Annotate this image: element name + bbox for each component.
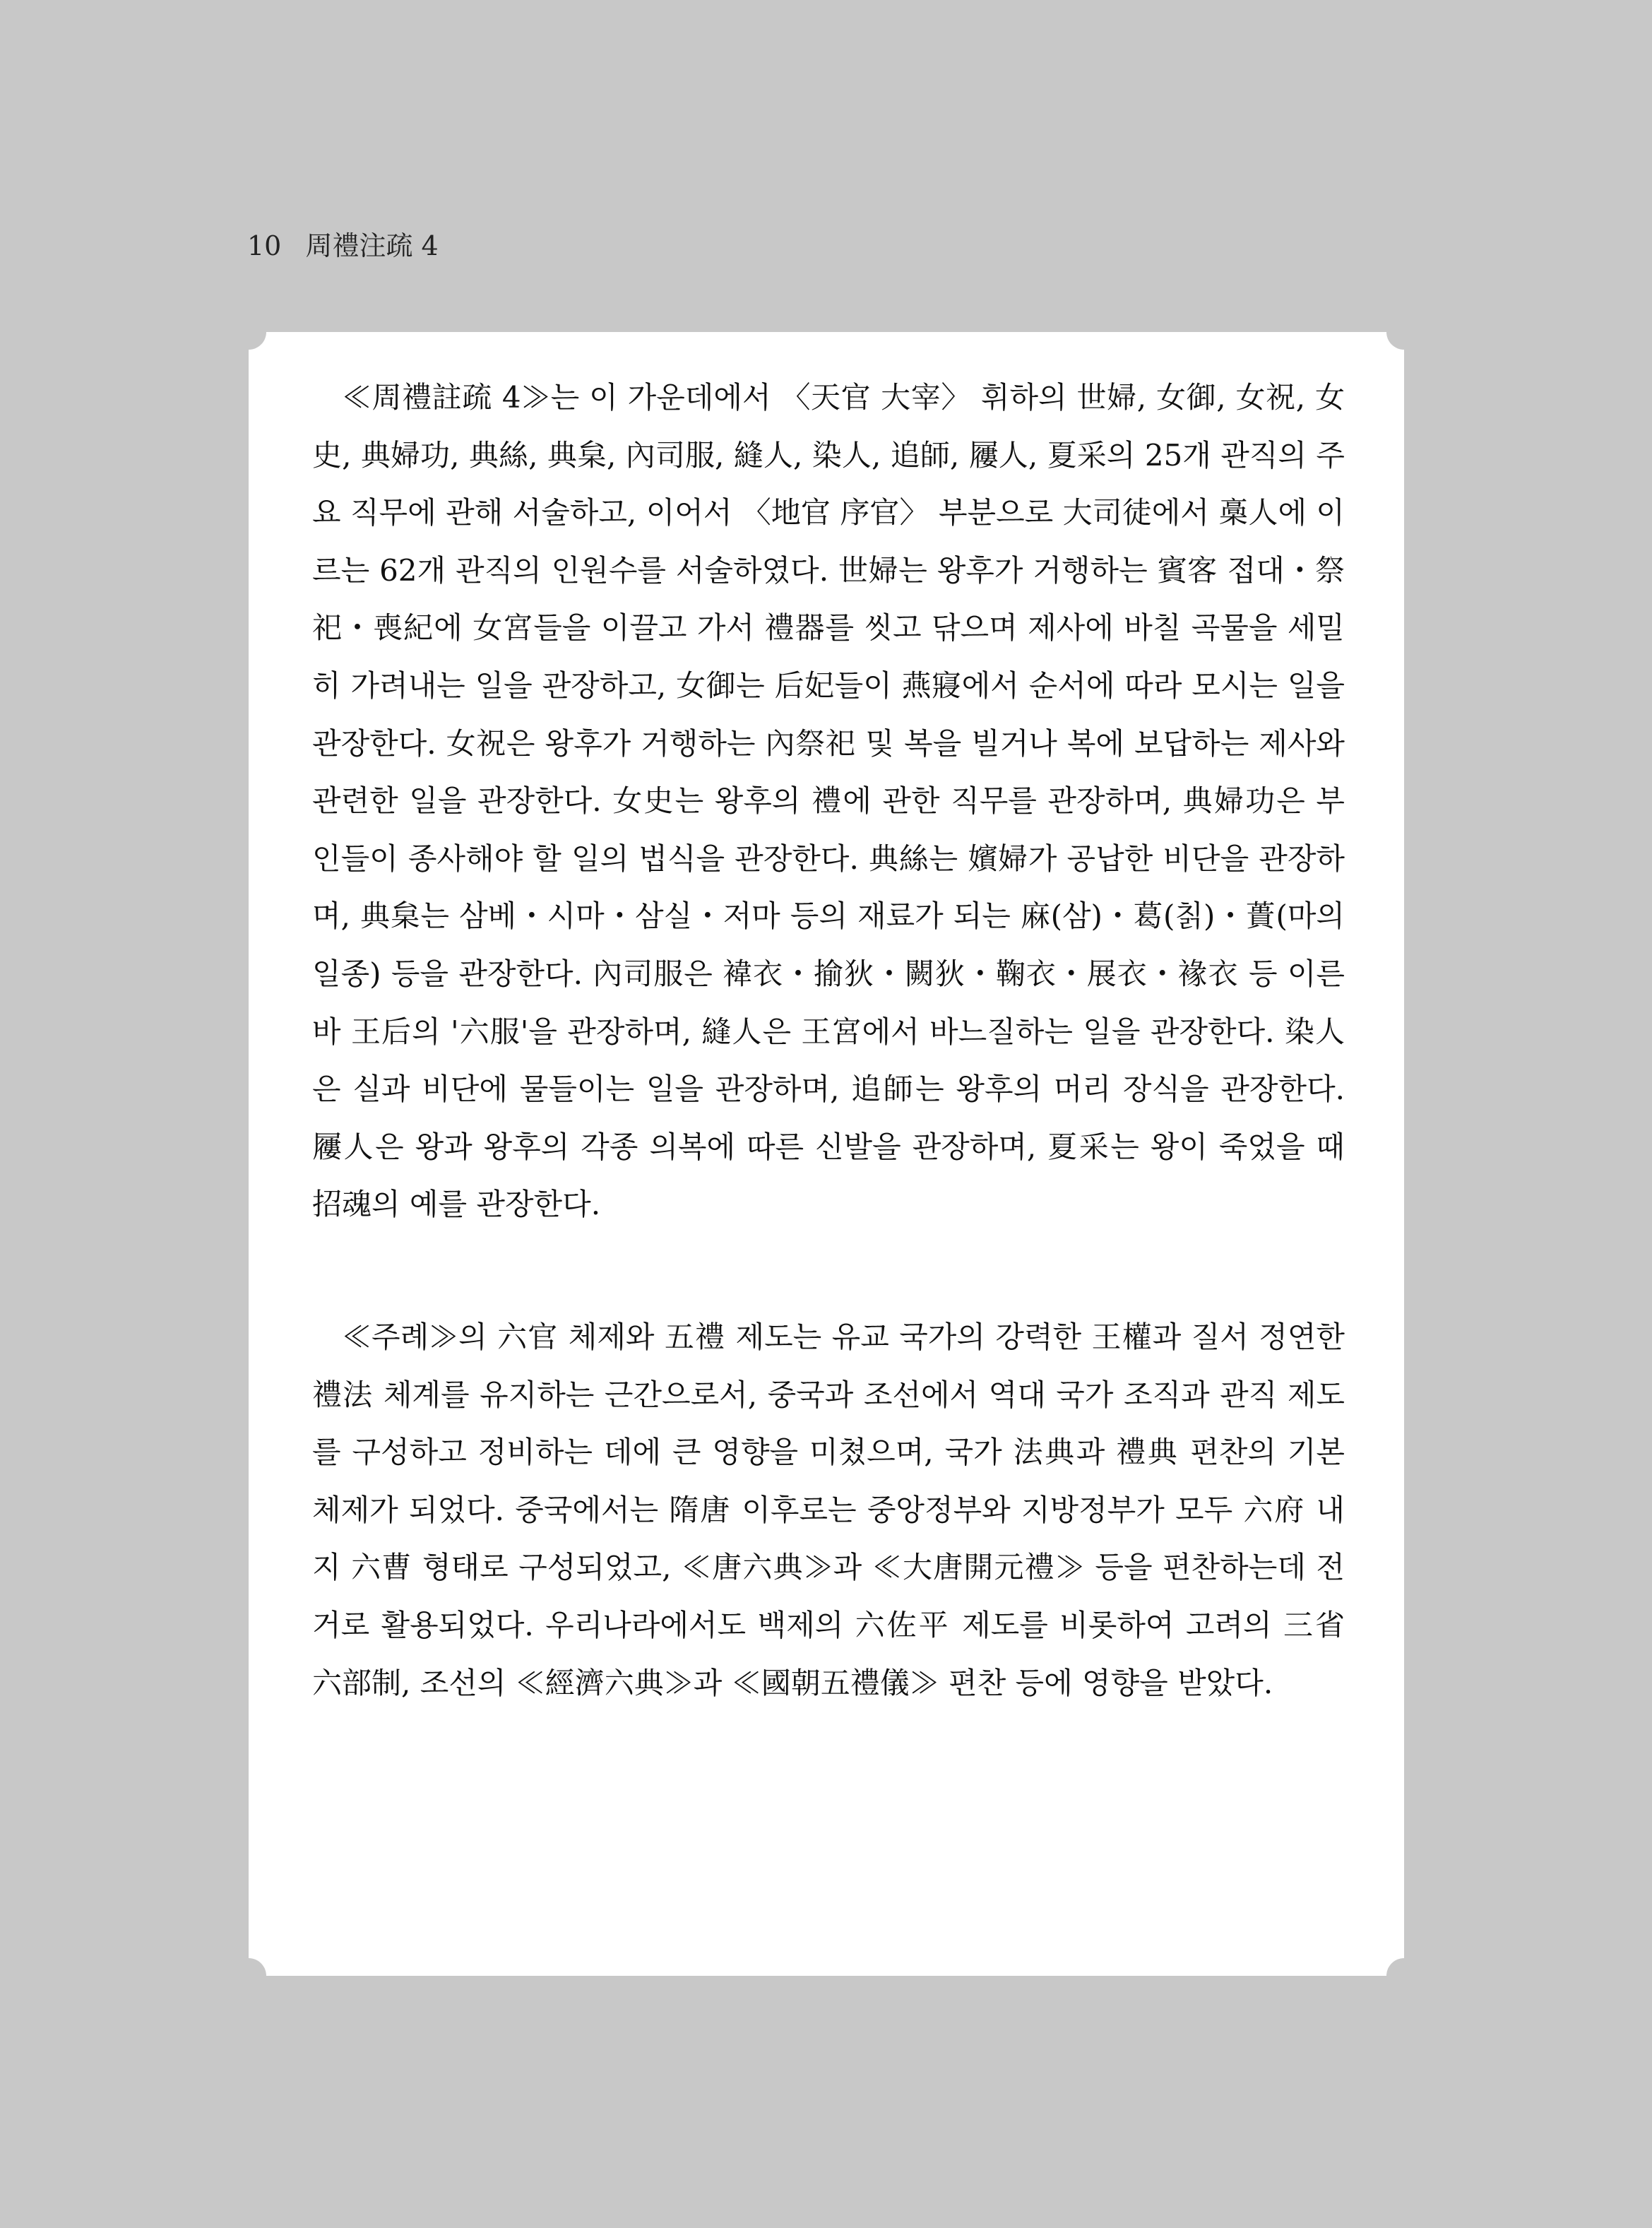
corner-notch-bottom-left	[231, 1958, 266, 1993]
body-paragraph-1: ≪周禮註疏 4≫는 이 가운데에서 〈天官 大宰〉 휘하의 世婦, 女御, 女祝, 女史, 典婦功, 典絲, 典枲, 內司服, 縫人, 染人, 追師, 屨人, 夏采의 25개 관직의 주요 직무에 관해 서술하고, 이어서 〈地官 序官〉 부분으로 大司徒에서 槀人에 이르는 62개 관직의 인원수를 서술하였다. 世婦는 왕후가 거행하는 賓客 접대・祭祀・喪紀에 女宮들을 이끌고 가서 禮器를 씻고 닦으며 제사에 바칠 곡물을 세밀히 가려내는 일을 관장하고, 女御는 后妃들이 燕寢에서 순서에 따라 모시는 일을 관장한다. 女祝은 왕후가 거행하는 內祭祀 및 복을 빌거나 복에 보답하는 제사와 관련한 일을 관장한다. 女史는 왕후의 禮에 관한 직무를 관장하며, 典婦功은 부인들이 종사해야 할 일의 법식을 관장한다. 典絲는 嬪婦가 공납한 비단을 관장하며, 典枲는 삼베・시마・삼실・저마 등의 재료가 되는 麻(삼)・葛(칡)・蕢(마의 일종) 등을 관장한다. 內司服은 褘衣・揄狄・闕狄・鞠衣・展衣・褖衣 등 이른바 王后의 '六服'을 관장하며, 縫人은 王宮에서 바느질하는 일을 관장한다. 染人은 실과 비단에 물들이는 일을 관장하며, 追師는 왕후의 머리 장식을 관장한다. 屨人은 왕과 왕후의 각종 의복에 따른 신발을 관장하며, 夏采는 왕이 죽었을 때 招魂의 예를 관장한다.	[312, 380, 1345, 1222]
text-panel	[249, 332, 1404, 1976]
corner-notch-top-left	[231, 314, 266, 350]
body-paragraph-2: ≪주례≫의 六官 체제와 五禮 제도는 유교 국가의 강력한 王權과 질서 정연한 禮法 체계를 유지하는 근간으로서, 중국과 조선에서 역대 국가 조직과 관직 제도를 구성하고 정비하는 데에 큰 영향을 미쳤으며, 국가 法典과 禮典 편찬의 기본 체제가 되었다. 중국에서는 隋唐 이후로는 중앙정부와 지방정부가 모두 六府 내지 六曹 형태로 구성되었고, ≪唐六典≫과 ≪大唐開元禮≫ 등을 편찬하는데 전거로 활용되었다. 우리나라에서도 백제의 六佐平 제도를 비롯하여 고려의 三省六部制, 조선의 ≪經濟六典≫과 ≪國朝五禮儀≫ 편찬 등에 영향을 받았다.	[312, 1320, 1345, 1700]
book-title: 周禮注疏 4	[305, 230, 439, 261]
corner-notch-top-right	[1386, 314, 1422, 350]
corner-notch-bottom-right	[1386, 1958, 1422, 1993]
running-header	[247, 225, 439, 267]
page-number: 10	[247, 230, 282, 261]
